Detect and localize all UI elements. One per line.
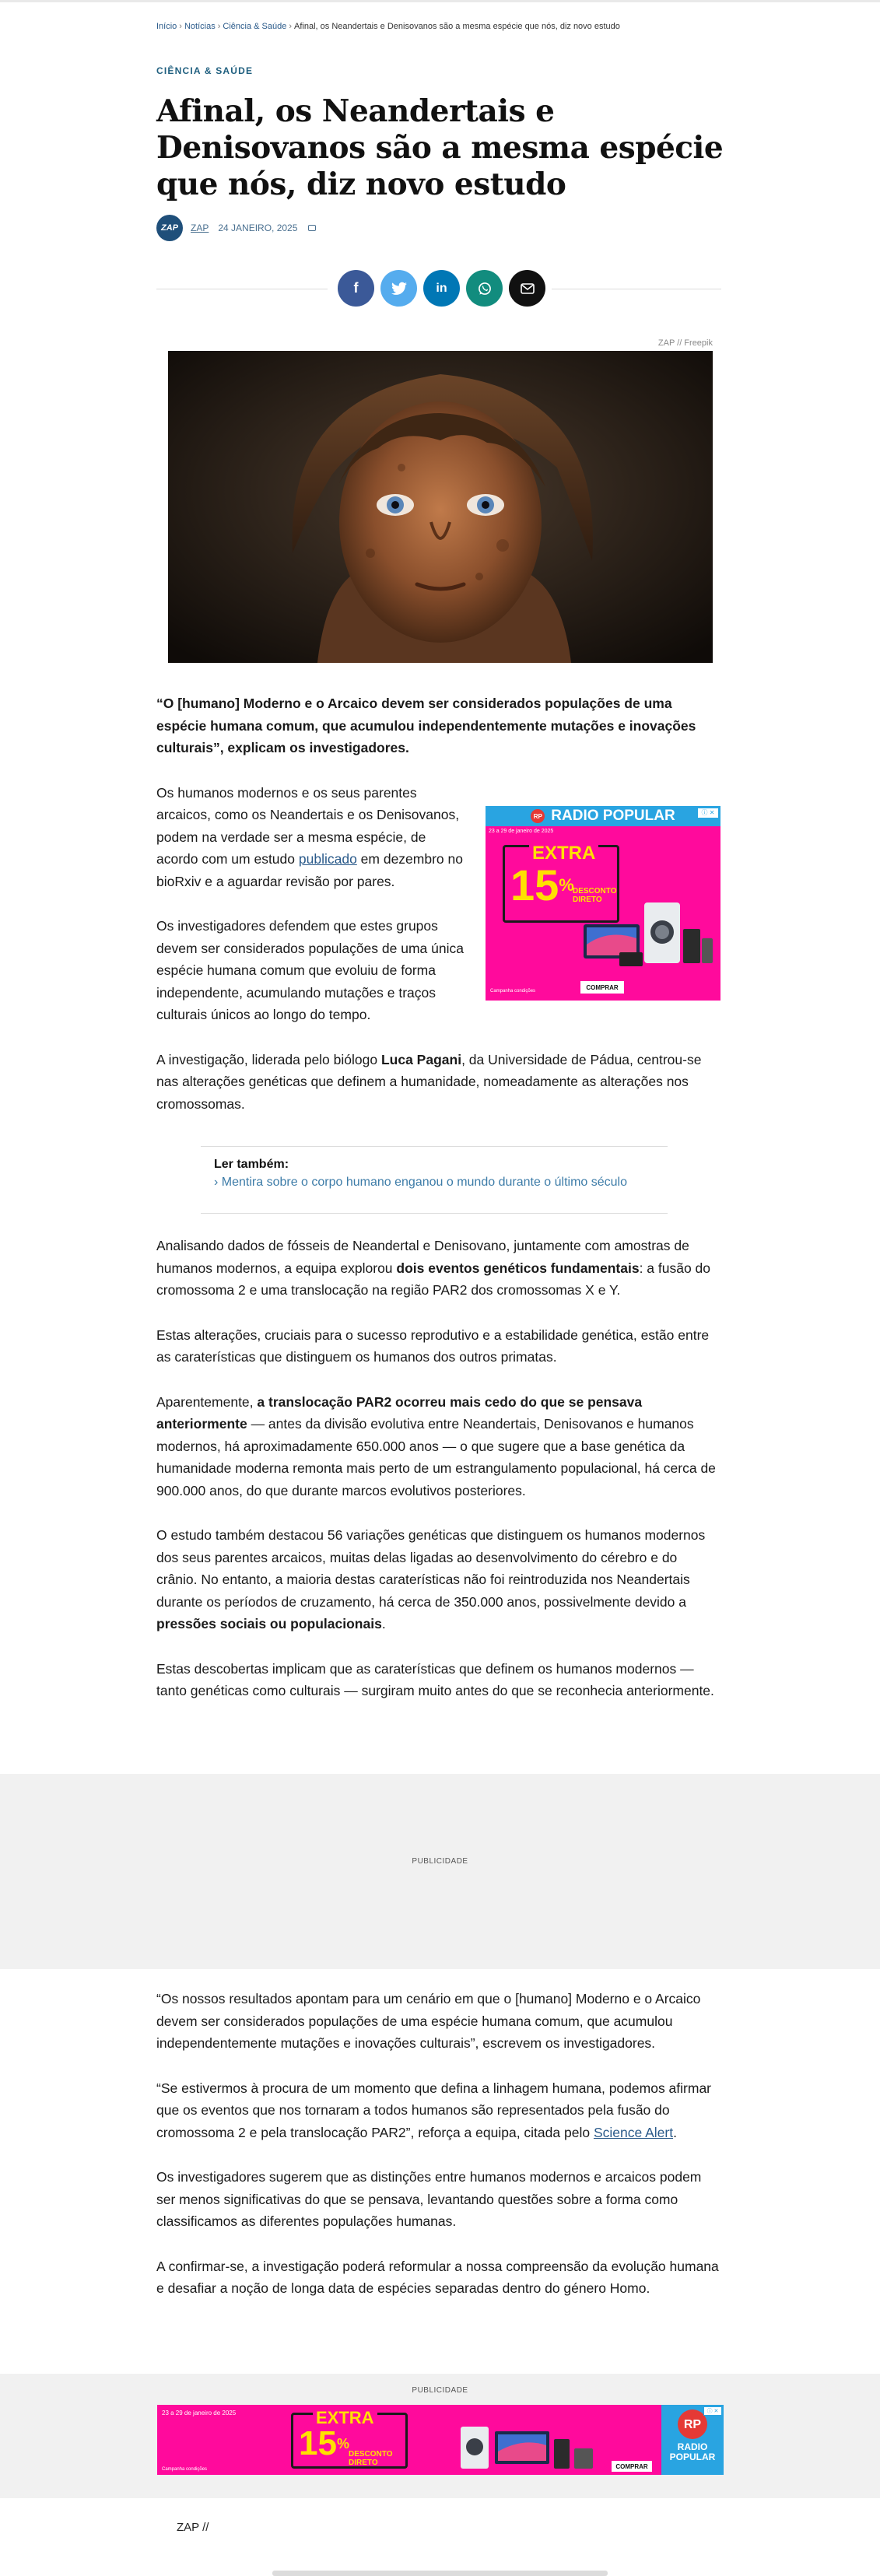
ad-dates: 23 a 29 de janeiro de 2025: [489, 829, 554, 834]
article-paragraph: “Se estivermos à procura de um momento que defina a linhagem humana, podemos afirmar que os eventos que nos tornaram a todos humanos são representados pela fusão do cromossoma 2 e pela translocação PAR2”, reforça a equipa, citada pelo Science Alert.: [156, 2080, 712, 2140]
article-paragraph: Estas descobertas implicam que as caraterísticas que definem os humanos modernos — tanto genéticas como culturais — surgiram muito antes do que se reconhecia anteriormente.: [156, 1660, 714, 1698]
banner-appliances-illustration: [453, 2411, 608, 2470]
article-paragraph: Os humanos modernos e os seus parentes arcaicos, como os Neandertais e os Denisovanos, podem na verdade ser a mesma espécie, de acordo com um estudo publicado em dezembro no bioRxiv e a aguardar revisão por pares.: [156, 784, 463, 889]
share-facebook-button[interactable]: [338, 270, 374, 307]
hero-image: [168, 351, 713, 663]
banner-buy-button[interactable]: COMPRAR: [612, 2461, 652, 2472]
article-paragraph: A investigação, liderada pelo biólogo Luca Pagani, da Universidade de Pádua, centrou-se nas alterações genéticas que definem a humanidade, nomeadamente as alterações nos cromossomas.: [156, 1051, 702, 1112]
advertisement-banner[interactable]: [157, 2405, 724, 2475]
ad-footer-text: Campanha condições: [490, 989, 536, 994]
related-title: Ler também:: [214, 1158, 289, 1171]
share-whatsapp-button[interactable]: [466, 270, 503, 307]
image-credit: ZAP // Freepik: [657, 338, 713, 348]
top-bar: [0, 0, 880, 2]
article-paragraph: Analisando dados de fósseis de Neandertal e Denisovano, juntamente com amostras de humanos modernos, a equipa explorou dois eventos genéticos fundamentais: a fusão do cromossoma 2 e uma translocação na região PAR2 dos cromossomas X e Y.: [156, 1238, 711, 1298]
article-lead: “O [humano] Moderno e o Arcaico devem ser considerados populações de uma espécie humana comum, que acumulou independentemente mutações e inovações culturais”, explicam os investigadores.: [156, 696, 696, 755]
share-email-button[interactable]: [509, 270, 545, 307]
ad-header: RP RADIO POPULAR: [486, 806, 720, 826]
breadcrumb-current: Afinal, os Neandertais e Denisovanos são a mesma espécie que nós, diz novo estudo: [294, 22, 620, 31]
ad-close-icon[interactable]: ⓘ ✕: [697, 808, 719, 818]
banner-footer-text: Campanha condições: [162, 2467, 208, 2472]
radio-popular-logo: RP: [678, 2410, 707, 2439]
article-paragraph: Os investigadores defendem que estes grupos devem ser considerados populações de uma única espécie humana comum que evoluiu de forma independente, acumulando mutações e traços culturais únicos ao longo do tempo.: [156, 918, 464, 1022]
linkedin-icon: in: [436, 281, 447, 295]
article-paragraph: A confirmar-se, a investigação poderá reformular a nossa compreensão da evolução humana e desafiar a noção de longa data de espécies separadas dentro do género Homo.: [156, 2258, 719, 2296]
share-linkedin-button[interactable]: [423, 270, 460, 307]
article-paragraph: Os investigadores sugerem que as distinções entre humanos modernos e arcaicos podem ser menos significativas do que se pensava, levantando questões sobre a forma como classificamos as diferentes populações humanas.: [156, 2169, 702, 2229]
footer-signature: ZAP //: [177, 2521, 209, 2534]
breadcrumb-separator: ›: [179, 22, 182, 31]
breadcrumb-section[interactable]: Ciência & Saúde: [223, 22, 287, 31]
author-link[interactable]: ZAP: [191, 223, 209, 233]
related-link[interactable]: › Mentira sobre o corpo humano enganou o mundo durante o último século: [214, 1176, 627, 1189]
ad-discount-text: DESCONTO DIRETO: [573, 887, 617, 904]
breadcrumb-home[interactable]: Início: [156, 22, 177, 31]
advertisement-label: PUBLICIDADE: [412, 2386, 468, 2395]
advertisement-label: PUBLICIDADE: [412, 1857, 468, 1866]
related-articles: [201, 1146, 668, 1214]
banner-extra: EXTRA: [313, 2408, 377, 2428]
breadcrumb-separator: ›: [289, 22, 293, 31]
twitter-icon: [391, 282, 407, 296]
breadcrumb-news[interactable]: Notícias: [184, 22, 216, 31]
share-bar: [156, 270, 721, 309]
footer-scroll-bar[interactable]: [272, 2571, 608, 2576]
banner-discount-text: DESCONTO DIRETO: [349, 2450, 393, 2467]
publish-date: 24 JANEIRO, 2025: [218, 223, 298, 233]
ad-percent: 15%: [510, 860, 574, 909]
article-paragraph: Estas alterações, cruciais para o sucesso reprodutivo e a estabilidade genética, estão entre as caraterísticas que distinguem os humanos dos outros primatas.: [156, 1327, 710, 1365]
banner-brand: RP RADIO POPULAR: [661, 2405, 724, 2475]
author-avatar[interactable]: ZAP: [156, 215, 183, 241]
published-link[interactable]: publicado: [298, 851, 357, 867]
banner-dates: 23 a 29 de janeiro de 2025: [162, 2410, 237, 2417]
ad-extra: EXTRA: [529, 842, 598, 865]
article-paragraph: Aparentemente, a translocação PAR2 ocorreu mais cedo do que se pensava anteriormente — antes da divisão evolutiva entre Neandertais, Denisovanos e humanos modernos, há aproximadamente 650.000 anos — o que sugere que a base genética da humanidade moderna remonta mais perto de um estrangulamento populacional, há cerca de 900.000 anos, do que durante marcos evolutivos posteriores.: [156, 1393, 716, 1498]
banner-close-icon[interactable]: ⓘ ✕: [703, 2406, 722, 2416]
child-portrait-illustration: [168, 351, 713, 663]
breadcrumb: [156, 22, 721, 31]
whatsapp-icon: [477, 281, 493, 296]
banner-percent: 15%: [299, 2424, 349, 2462]
byline: [156, 215, 721, 241]
category-label[interactable]: CIÊNCIA & SAÚDE: [156, 65, 254, 76]
article-paragraph: “Os nossos resultados apontam para um cenário em que o [humano] Moderno e o Arcaico devem ser considerados populações de uma espécie humana comum, que acumulou independentemente mutações e inovações culturais”, escrevem os investigadores.: [156, 1991, 701, 2051]
breadcrumb-separator: ›: [217, 22, 221, 31]
article-paragraph: O estudo também destacou 56 variações genéticas que distinguem os humanos modernos dos seus parentes arcaicos, muitas delas ligadas ao desenvolvimento do cérebro e do crânio. No entanto, a maioria destas caraterísticas não foi reintroduzida nos Neandertais durante os períodos de cruzamento, há cerca de 350.000 anos, possivelmente devido a pressões sociais ou populacionais.: [156, 1527, 706, 1631]
ad-buy-button[interactable]: COMPRAR: [580, 981, 624, 994]
science-alert-link[interactable]: Science Alert: [593, 2124, 674, 2140]
comment-icon[interactable]: [308, 225, 316, 231]
article-body-continued: [156, 1988, 721, 2322]
facebook-icon: f: [353, 280, 359, 296]
email-icon: [521, 283, 535, 294]
page-title: Afinal, os Neandertais e Denisovanos são a mesma espécie que nós, diz novo estudo: [156, 93, 724, 202]
advertisement-band: [0, 1774, 880, 1969]
advertisement-box[interactable]: [486, 806, 720, 1001]
radio-popular-logo: RP: [531, 809, 545, 823]
appliances-illustration: [577, 898, 716, 969]
share-twitter-button[interactable]: [380, 270, 417, 307]
